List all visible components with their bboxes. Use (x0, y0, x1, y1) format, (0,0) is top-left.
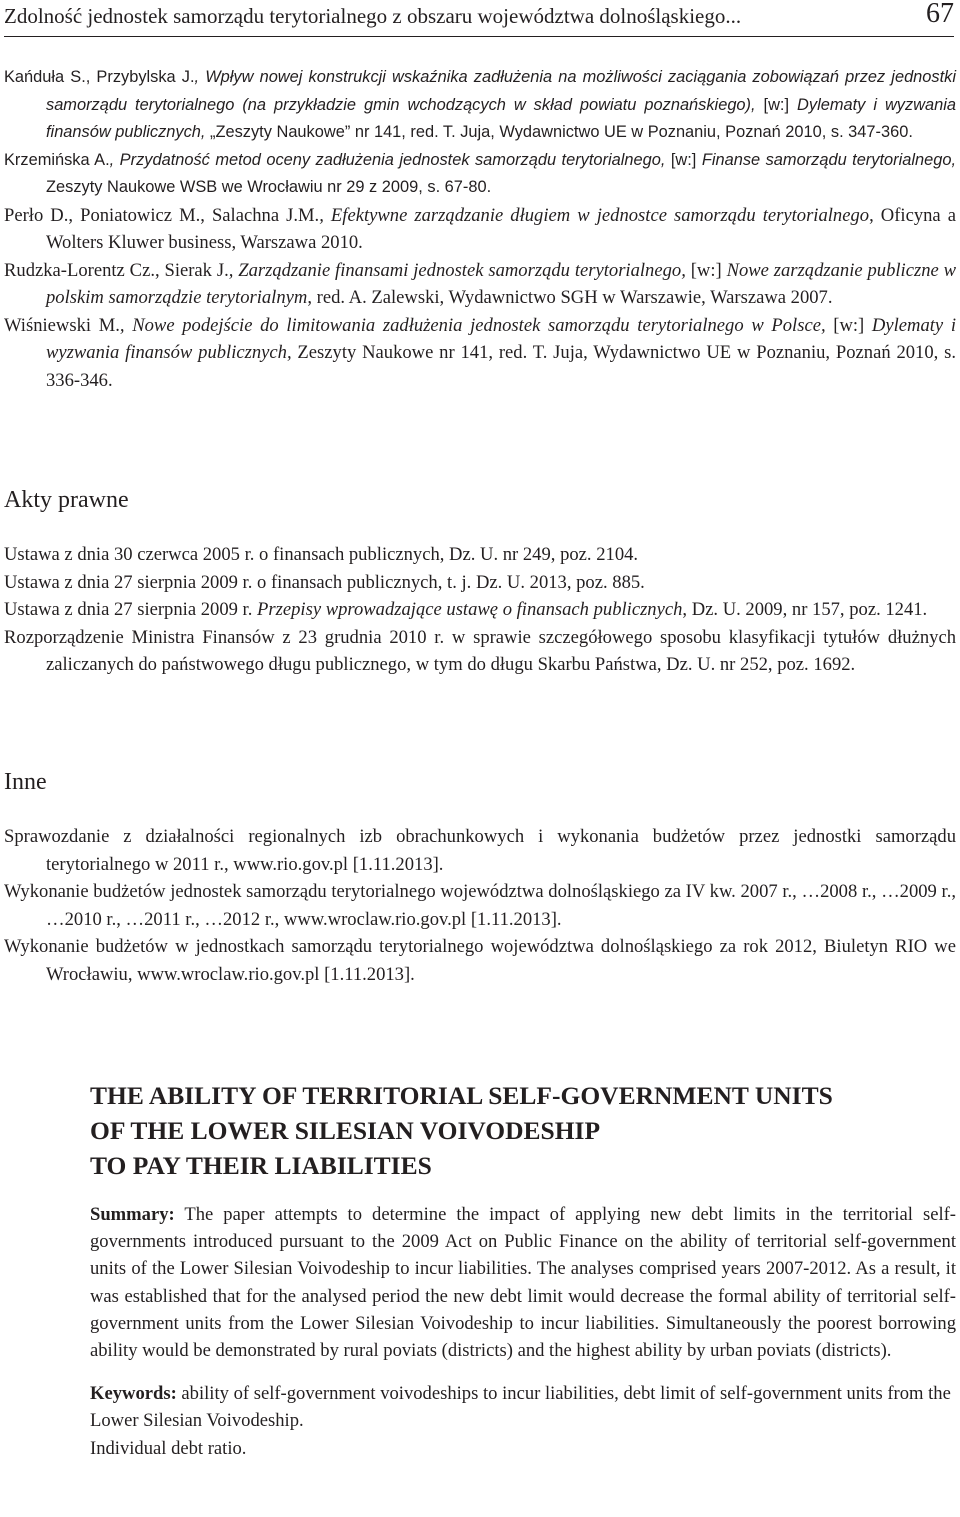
keywords-extra: Individual debt ratio. (90, 1437, 247, 1459)
english-title-line: OF THE LOWER SILESIAN VOIVODESHIP (90, 1116, 601, 1145)
keywords-paragraph (90, 1380, 956, 1434)
italic-text: Nowe zarządzanie publiczne w polskim samorządzie terytorialnym (46, 259, 957, 308)
italic-text: , Efektywne zarządzanie długiem w jednostce samorządu terytorialnego (319, 204, 870, 226)
english-summary (90, 1201, 956, 1462)
reference-entry (4, 312, 956, 395)
entry-text: Rozporządzenie Ministra Finansów z 23 grudnia 2010 r. w sprawie szczegółowego sposobu klasyfikacji tytułów dłużnych zaliczanych do państwowego długu publicznego, w tym do długu Skarbu Państwa, Dz. U. nr 252, poz. 1692. (4, 626, 956, 675)
italic-text: Dylematy i wyzwania finansów publicznych, (46, 95, 956, 141)
entry-text: Zeszyty Naukowe WSB we Wrocławiu nr 29 z 2009, s. 67-80. (46, 178, 492, 196)
entry-text: [w:] (665, 150, 702, 169)
entry-text: Ustawa z dnia 27 sierpnia 2009 r. o finansach publicznych, t. j. Dz. U. 2013, poz. 885. (4, 571, 645, 593)
entry-text: Kańduła S., Przybylska J. (4, 68, 195, 86)
entry-text: [w:] (755, 95, 798, 114)
italic-text: Finanse samorządu terytorialnego, (701, 150, 957, 169)
english-title (90, 1078, 920, 1183)
entry-text: , Dz. U. 2009, nr 157, poz. 1241. (682, 599, 928, 620)
page-number: 67 (926, 0, 954, 29)
entry-text: Rudzka-Lorentz Cz., Sierak J. (4, 259, 229, 281)
running-title: Zdolność jednostek samorządu terytorialnego z obszaru województwa dolnośląskiego... (4, 4, 742, 28)
summary-label: Summary: (90, 1204, 175, 1225)
reference-entry (4, 64, 956, 147)
entry-text: Wiśniewski M. (4, 314, 120, 336)
english-title-line: TO PAY THEIR LIABILITIES (90, 1151, 432, 1180)
keywords-block (90, 1380, 956, 1462)
entry-text: [w:] (685, 259, 727, 281)
italic-text: , Przydatność metod oceny zadłużenia jednostek samorządu terytorialnego, (109, 150, 666, 169)
bibliography-list (4, 64, 956, 394)
legal-act-entry (4, 624, 956, 679)
italic-text: , Zarządzanie finansami jednostek samorządu terytorialnego, (228, 259, 686, 281)
keywords-label: Keywords: (90, 1383, 177, 1405)
other-sources-heading: Inne (4, 769, 47, 795)
entry-text: Perło D., Poniatowicz M., Salachna J.M. (4, 204, 320, 226)
entry-text: Ustawa z dnia 30 czerwca 2005 r. o finansach publicznych, Dz. U. nr 249, poz. 2104. (4, 544, 639, 565)
entry-text: Ustawa z dnia 27 sierpnia 2009 r. (4, 599, 258, 620)
legal-act-entry (4, 596, 956, 624)
entry-text: Wykonanie budżetów w jednostkach samorządu terytorialnego województwa dolnośląskiego za rok 2012, Biuletyn RIO we Wrocławiu, www.wroclaw.rio.gov.pl [1.11.2013]. (4, 936, 956, 985)
italic-text: Dylematy i wyzwania finansów publicznych, (46, 314, 956, 363)
entry-text: [w:] (825, 314, 872, 336)
italic-text: Przepisy wprowadzające ustawę o finansach publicznych (257, 599, 683, 620)
keywords-text: ability of self-government voivodeships to incur liabilities, debt limit of self-government units from the Lower Silesian Voivodeship. (90, 1383, 951, 1432)
entry-text: Sprawozdanie z działalności regionalnych izb obrachunkowych i wykonania budżetów przez jednostki samorządu terytorialnego w 2011 r., www.rio.gov.pl [1.11.2013]. (4, 826, 956, 875)
legal-acts-heading: Akty prawne (4, 487, 129, 513)
other-source-entry (4, 933, 956, 988)
reference-entry (4, 147, 956, 202)
summary-text: The paper attempts to determine the impact of applying new debt limits in the territorial self-governments introduced pursuant to the 2009 Act on Public Finance on the ability of territorial self-government units of the Lower Silesian Voivodeship to incur liabilities. The analyses comprised years 2007-2012. As a result, it was established that for the analysed period the new debt limit would decrease the formal ability of territorial self-government units from the Lower Silesian Voivodeship to incur liabilities. Simultaneously the poorest borrowing ability would be demonstrated by rural poviats (districts) and the highest ability by urban poviats (districts). (90, 1204, 956, 1362)
entry-text: Wykonanie budżetów jednostek samorządu terytorialnego województwa dolnośląskiego za IV kw. 2007 r., …2008 r., …2009 r., …2010 r., …2011 r., …2012 r., www.wroclaw.rio.gov.pl [1.11.2013]. (4, 881, 956, 930)
italic-text: , Wpływ nowej konstrukcji wskaźnika zadłużenia na możliwości zaciągania zobowiązań przez jednostki samorządu terytorialnego (na przykładzie gmin wchodzących w skład powiatu poznańskiego), (46, 68, 956, 114)
reference-entry (4, 202, 956, 257)
reference-entry (4, 257, 956, 312)
entry-text: Krzemińska A. (4, 150, 110, 169)
entry-text: , Oficyna a Wolters Kluwer business, Warszawa 2010. (46, 204, 956, 253)
entry-text: Zeszyty Naukowe nr 141, red. T. Juja, Wydawnictwo UE w Poznaniu, Poznań 2010, s. 336-346. (46, 342, 956, 391)
running-header (4, 0, 954, 37)
other-sources-list (4, 823, 956, 988)
english-title-line: THE ABILITY OF TERRITORIAL SELF-GOVERNMENT UNITS (90, 1081, 833, 1110)
legal-act-entry (4, 541, 956, 569)
legal-act-entry (4, 569, 956, 597)
entry-text: , red. A. Zalewski, Wydawnictwo SGH w Warszawie, Warszawa 2007. (307, 287, 833, 308)
italic-text: , Nowe podejście do limitowania zadłużenia jednostek samorządu terytorialnego w Polsce, (119, 314, 826, 336)
summary-paragraph (90, 1201, 956, 1364)
entry-text: „Zeszyty Naukowe” nr 141, red. T. Juja, Wydawnictwo UE w Poznaniu, Poznań 2010, s. 347-360. (205, 123, 913, 141)
other-source-entry (4, 823, 956, 878)
legal-acts-list (4, 541, 956, 679)
other-source-entry (4, 878, 956, 933)
